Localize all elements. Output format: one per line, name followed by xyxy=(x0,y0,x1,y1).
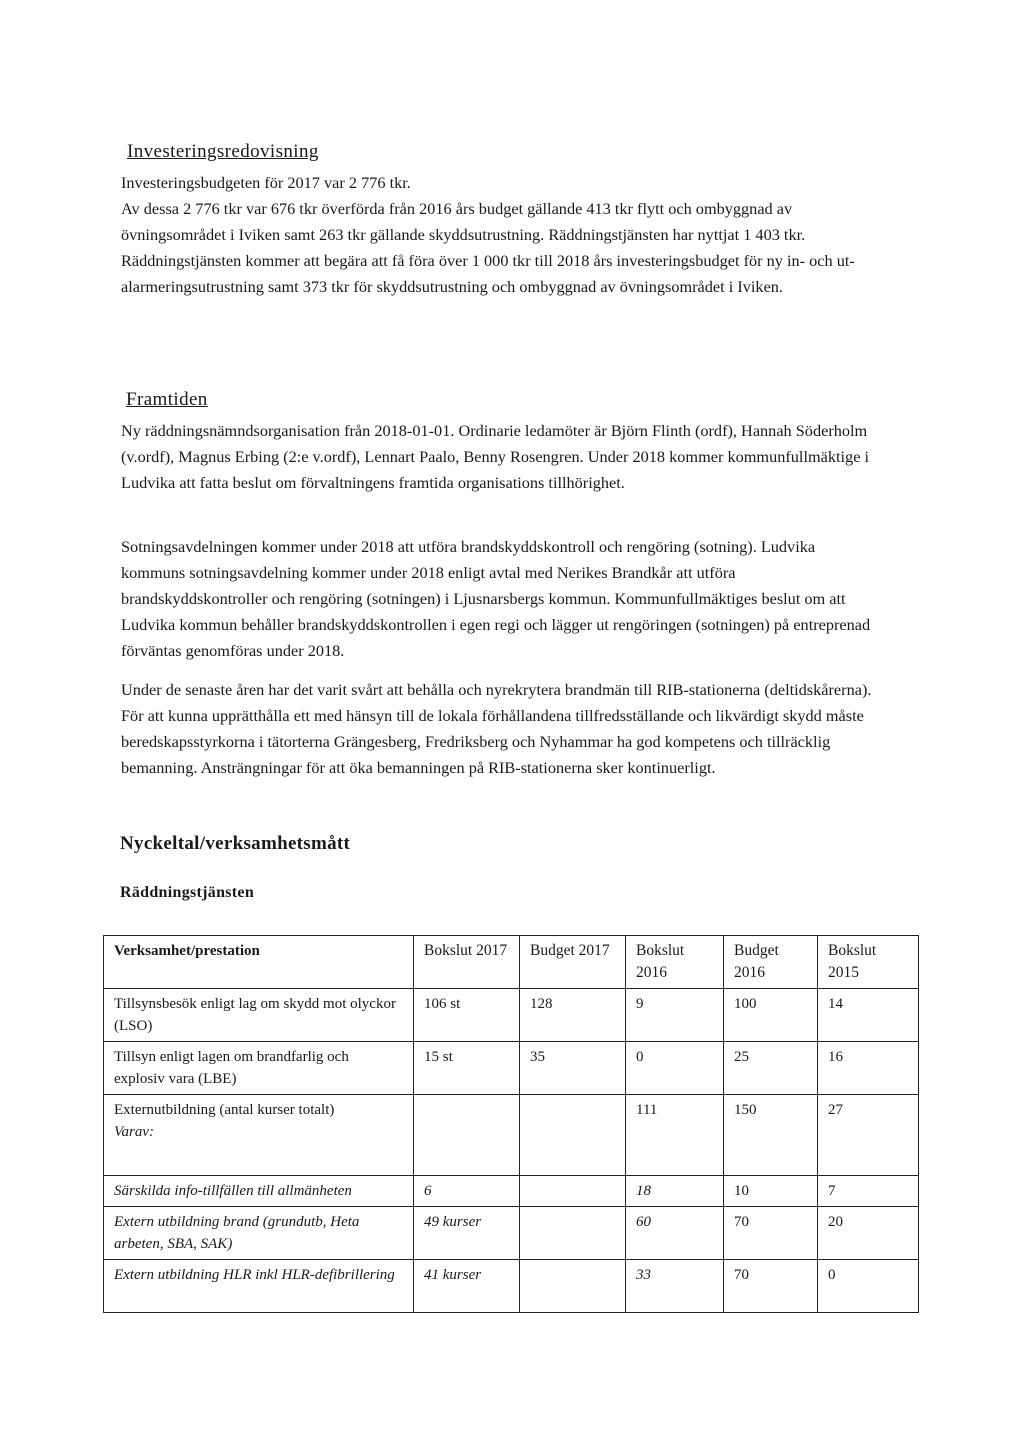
table-cell: 7 xyxy=(818,1176,919,1207)
column-header: Budget 2016 xyxy=(724,936,818,989)
subheading-raddningstjansten: Räddningstjänsten xyxy=(120,884,255,901)
table-row xyxy=(104,1260,919,1313)
table-cell: Extern utbildning brand (grundutb, Heta arbeten, SBA, SAK) xyxy=(104,1207,414,1260)
table-header-row xyxy=(104,936,919,989)
table-cell: 6 xyxy=(414,1176,520,1207)
table-cell: 35 xyxy=(520,1042,626,1095)
table-cell: 111 xyxy=(626,1095,724,1176)
table-cell: 70 xyxy=(724,1207,818,1260)
table-cell: Tillsyn enligt lagen om brandfarlig och explosiv vara (LBE) xyxy=(104,1042,414,1095)
table-cell xyxy=(104,1095,414,1176)
table-cell: 20 xyxy=(818,1207,919,1260)
column-header: Bokslut 2016 xyxy=(626,936,724,989)
table-cell xyxy=(520,1176,626,1207)
framtiden-paragraph-2: Sotningsavdelningen kommer under 2018 att utföra brandskyddskontroll och rengöring (sotning). Ludvika kommuns sotningsavdelning kommer under 2018 enligt avtal med Nerikes Brandkår att utföra brandskyddskontroller och rengöring (sotningen) i Ljusnarsbergs kommun. Kommunfullmäktiges beslut om att Ludvika kommun behåller brandskyddskontrollen i egen regi och lägger ut rengöringen (sotningen) på entreprenad förväntas genomföras under 2018. xyxy=(121,537,871,660)
table-cell: 33 xyxy=(626,1260,724,1313)
table-cell: 60 xyxy=(626,1207,724,1260)
framtiden-paragraph-1: Ny räddningsnämndsorganisation från 2018-01-01. Ordinarie ledamöter är Björn Flinth (ordf), Hannah Söderholm (v.ordf), Magnus Erbing (2:e v.ordf), Lennart Paalo, Benny Rosengren. Under 2018 kommer kommunfullmäktige i Ludvika att fatta beslut om förvaltningens framtida organisations tillhörighet. xyxy=(121,421,870,492)
table-cell xyxy=(520,1207,626,1260)
heading-nyckeltal: Nyckeltal/verksamhetsmått xyxy=(120,833,351,854)
heading-investeringsredovisning: Investeringsredovisning xyxy=(127,141,319,162)
column-header: Verksamhet/prestation xyxy=(104,936,414,989)
table-row xyxy=(104,1176,919,1207)
column-header: Bokslut 2017 xyxy=(414,936,520,989)
table-cell: 70 xyxy=(724,1260,818,1313)
table-cell xyxy=(520,1260,626,1313)
table-cell: 106 st xyxy=(414,989,520,1042)
kpi-table xyxy=(103,935,919,1313)
table-cell: 16 xyxy=(818,1042,919,1095)
table-cell xyxy=(414,1095,520,1176)
row-note: Varav: xyxy=(114,1124,154,1140)
table-cell xyxy=(520,1095,626,1176)
row-label: Externutbildning (antal kurser totalt) xyxy=(114,1102,335,1118)
table-cell: Extern utbildning HLR inkl HLR-defibrillering xyxy=(104,1260,414,1313)
table-cell: 18 xyxy=(626,1176,724,1207)
table-cell: Tillsynsbesök enligt lag om skydd mot olyckor (LSO) xyxy=(104,989,414,1042)
table-cell: 14 xyxy=(818,989,919,1042)
table-row xyxy=(104,1095,919,1176)
framtiden-paragraph-3: Under de senaste åren har det varit svårt att behålla och nyrekrytera brandmän till RIB-stationerna (deltidskårerna). För att kunna upprätthålla ett med hänsyn till de lokala förhållandena tillfredsställande och likvärdigt skydd måste beredskapsstyrkorna i tätorterna Grängesberg, Fredriksberg och Nyhammar ha god kompetens och tillräcklig bemanning. Ansträngningar för att öka bemanningen på RIB-stationerna sker kontinuerligt. xyxy=(121,680,872,777)
table-row xyxy=(104,989,919,1042)
table-cell: 25 xyxy=(724,1042,818,1095)
heading-framtiden: Framtiden xyxy=(126,389,208,410)
table-cell: 10 xyxy=(724,1176,818,1207)
table-row xyxy=(104,1042,919,1095)
table-cell: 150 xyxy=(724,1095,818,1176)
table-cell: 0 xyxy=(626,1042,724,1095)
table-row xyxy=(104,1207,919,1260)
table-cell: 0 xyxy=(818,1260,919,1313)
investering-paragraph-1: Investeringsbudgeten för 2017 var 2 776 tkr. xyxy=(121,173,411,192)
table-cell: 27 xyxy=(818,1095,919,1176)
table-cell: 41 kurser xyxy=(414,1260,520,1313)
column-header: Budget 2017 xyxy=(520,936,626,989)
investering-paragraph-2: Av dessa 2 776 tkr var 676 tkr överförda från 2016 års budget gällande 413 tkr flytt och ombyggnad av övningsområdet i Iviken samt 263 tkr gällande skyddsutrustning. Räddningstjänsten har nyttjat 1 403 tkr. Räddningstjänsten kommer att begära att få föra över 1 000 tkr till 2018 års investeringsbudget för ny in- och ut-alarmeringsutrustning samt 373 tkr för skyddsutrustning och ombyggnad av övningsområdet i Iviken. xyxy=(121,199,855,296)
table-cell: 49 kurser xyxy=(414,1207,520,1260)
column-header: Bokslut 2015 xyxy=(818,936,919,989)
table-cell: 15 st xyxy=(414,1042,520,1095)
table-cell: 100 xyxy=(724,989,818,1042)
table-cell: 9 xyxy=(626,989,724,1042)
table-cell: 128 xyxy=(520,989,626,1042)
table-cell: Särskilda info-tillfällen till allmänheten xyxy=(104,1176,414,1207)
